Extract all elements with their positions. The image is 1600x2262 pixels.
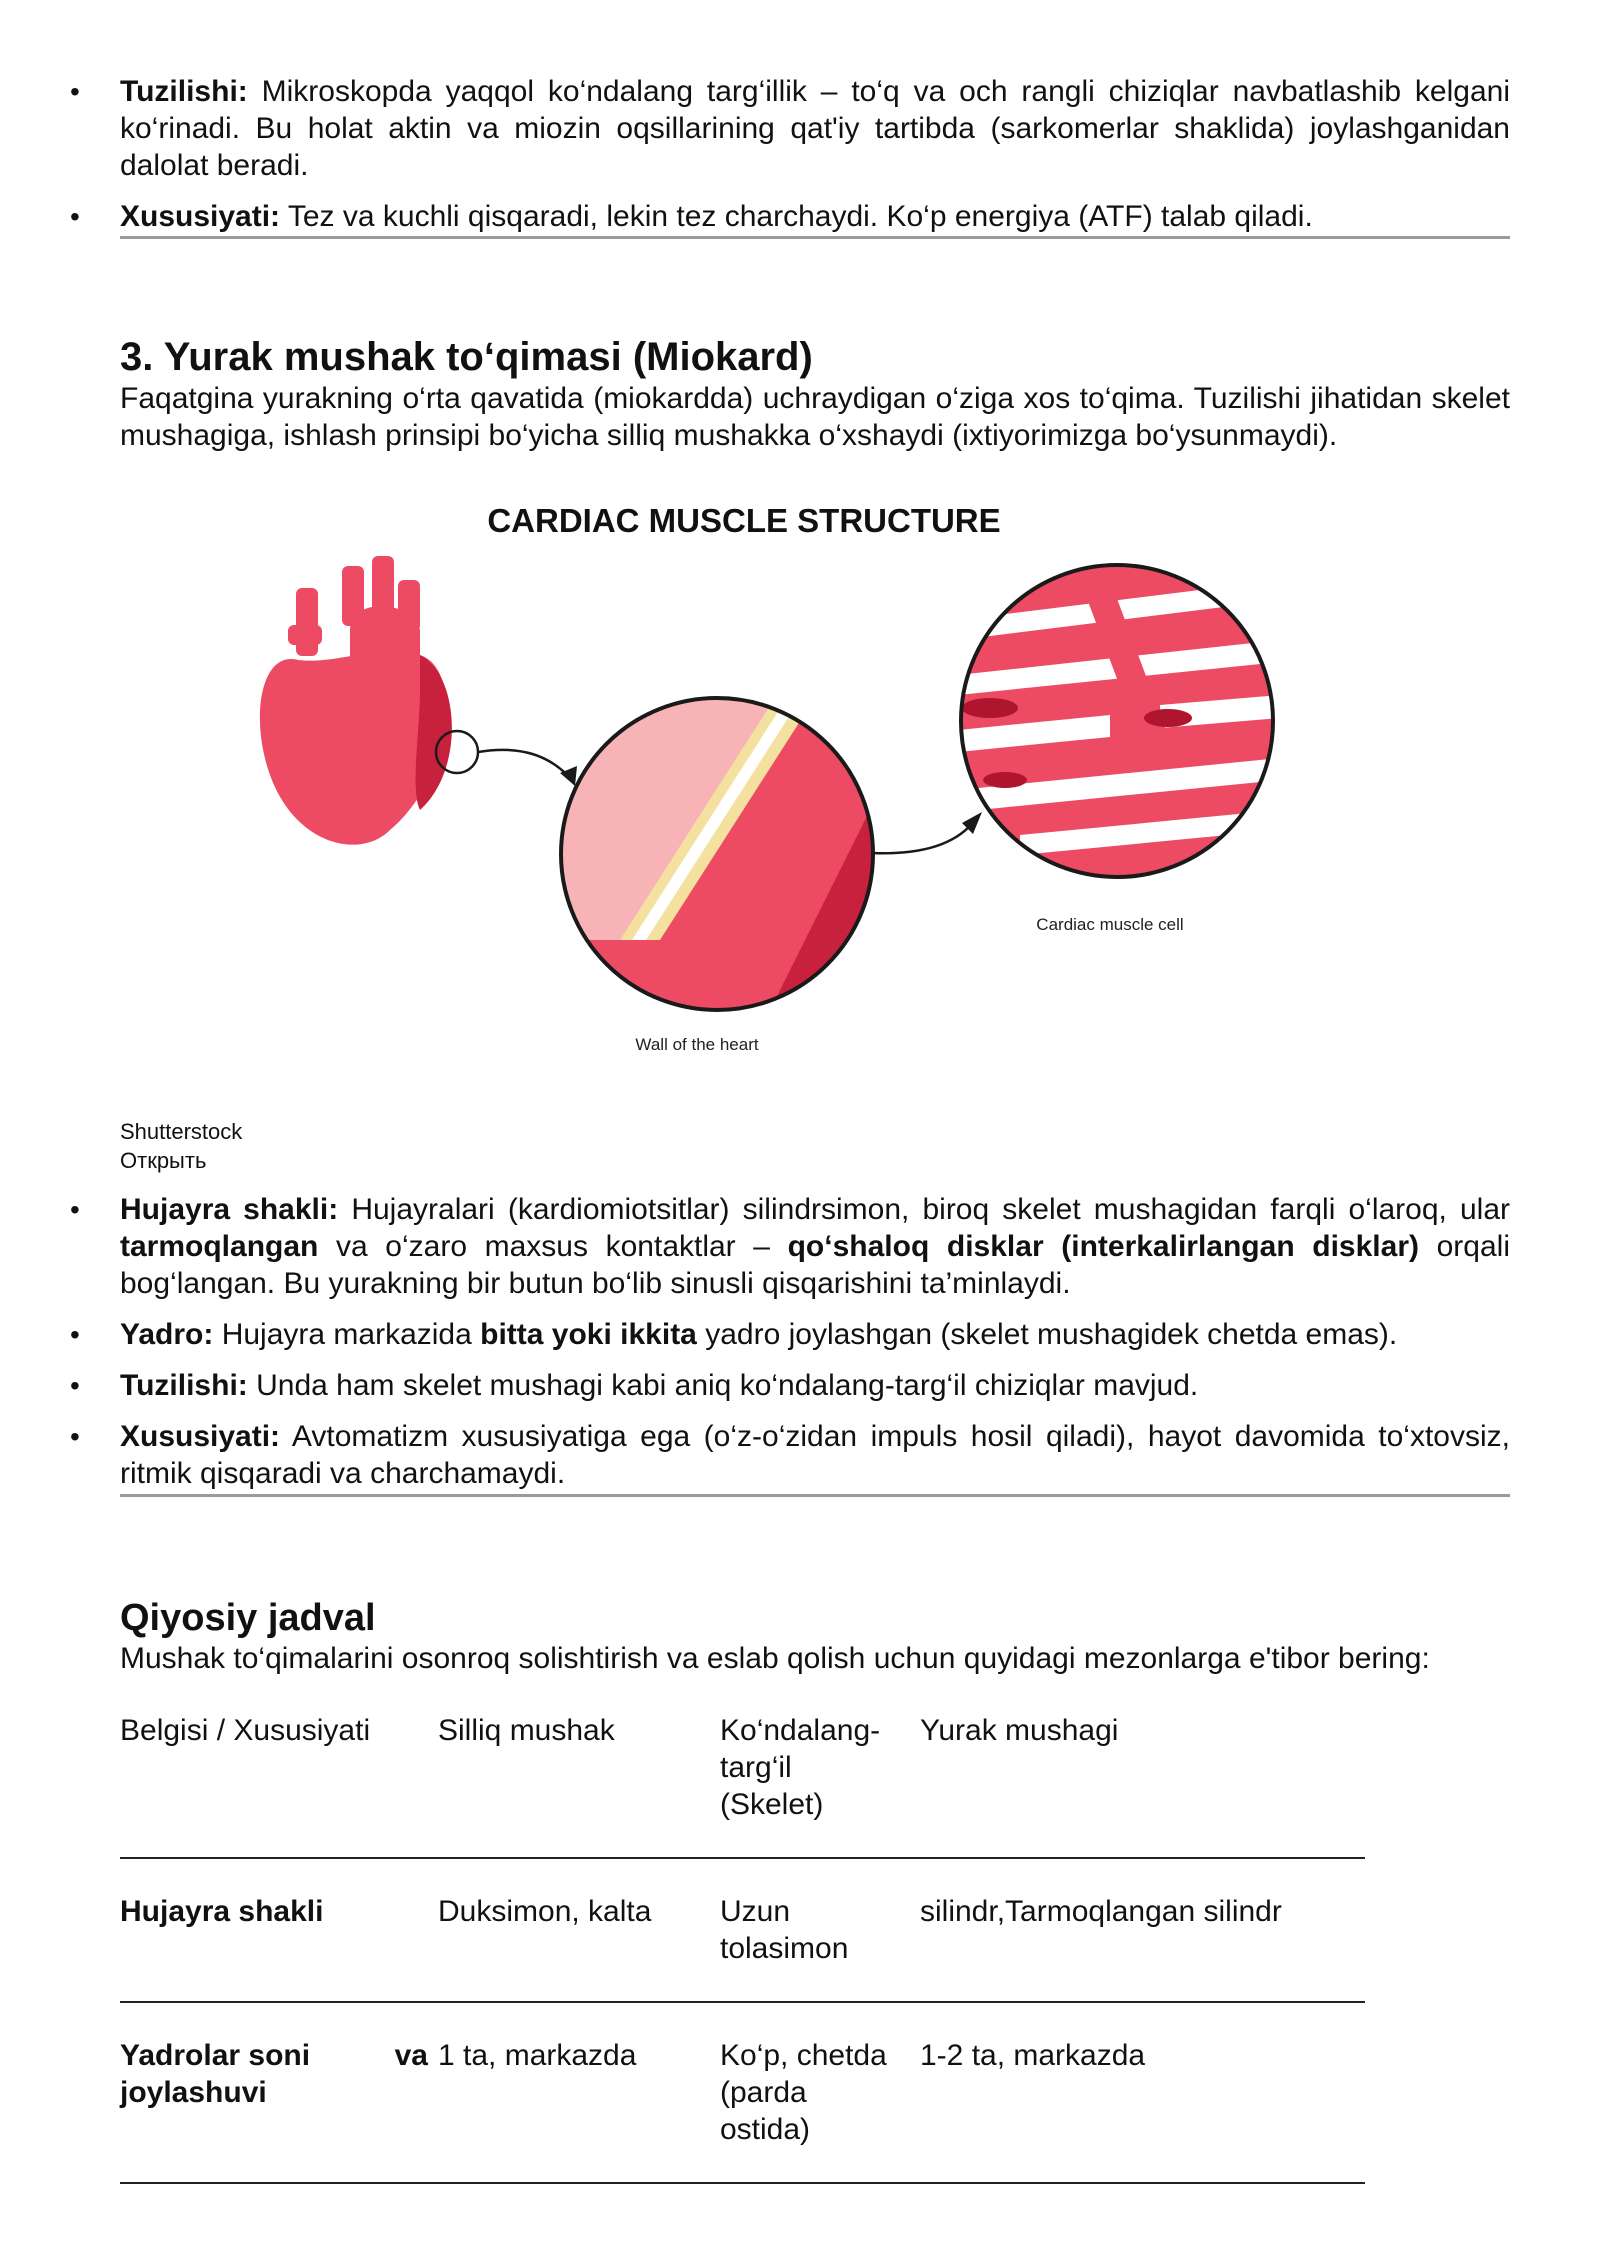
row-label-part: joylashuvi bbox=[120, 2076, 267, 2109]
table-cell: 1-2 ta, markazda bbox=[920, 2002, 1365, 2183]
list-item bbox=[70, 1418, 1510, 1492]
row-label: Hujayra shakli bbox=[120, 1858, 438, 2002]
list-item bbox=[70, 1191, 1511, 1302]
table-heading: Qiyosiy jadval bbox=[120, 1597, 376, 1639]
credit-source: Shutterstock bbox=[120, 1119, 243, 1144]
item-label: Tuzilishi: bbox=[120, 1369, 248, 1402]
table-cell: Uzun tolasimon bbox=[720, 1858, 920, 2002]
item-text: Tez va kuchli qisqaradi, lekin tez charchaydi. Ko‘p energiya (ATF) talab qiladi. bbox=[280, 200, 1313, 233]
cardiac-muscle-figure bbox=[120, 490, 1510, 1090]
row-label-part: Yadrolar soni bbox=[120, 2039, 311, 2072]
header-cell: Ko‘ndalang-targ‘il (Skelet) bbox=[720, 1712, 920, 1858]
section-heading: 3. Yurak mushak to‘qimasi (Miokard) bbox=[120, 335, 813, 379]
table-cell: silindr,Tarmoqlangan silindr bbox=[920, 1858, 1365, 2002]
header-cell: Belgisi / Xususiyati bbox=[120, 1712, 438, 1858]
heart-wall-detail bbox=[550, 690, 900, 1020]
section-divider bbox=[120, 1494, 1510, 1497]
item-text: va o‘zaro maxsus kontaktlar – bbox=[318, 1230, 788, 1263]
header-cell: Yurak mushagi bbox=[920, 1712, 1365, 1858]
arrow-to-wall bbox=[478, 750, 572, 780]
item-label: Xususiyati: bbox=[120, 1420, 281, 1453]
item-text: Unda ham skelet mushagi kabi aniq ko‘ndalang-targ‘il chiziqlar mavjud. bbox=[247, 1369, 1199, 1402]
item-text: Hujayralari (kardiomiotsitlar) silindrsimon, biroq skelet mushagidan farqli o‘laroq, ular bbox=[338, 1193, 1511, 1226]
table-intro: Mushak to‘qimalarini osonroq solishtirish va eslab qolish uchun quyidagi mezonlarga e'tibor bering: bbox=[120, 1642, 1430, 1675]
item-label: Hujayra shakli: bbox=[120, 1193, 339, 1226]
skeletal-features-list bbox=[70, 73, 1510, 249]
bullet-icon: • bbox=[70, 1421, 80, 1452]
comparison-table bbox=[120, 1712, 1365, 2184]
cardiac-illustration bbox=[120, 490, 1510, 1090]
item-text: Mikroskopda yaqqol ko‘ndalang targ‘illik – to‘q va och rangli chiziqlar navbatlashib kelgani ko‘rinadi. Bu holat aktin va miozin oqsillarining qat'iy tartibda (sarkomerlar shaklida) joylashganidan dalolat beradi. bbox=[120, 75, 1510, 182]
bullet-icon: • bbox=[70, 76, 80, 107]
item-text: yadro joylashgan (skelet mushagidek chetda emas). bbox=[696, 1318, 1398, 1351]
bullet-icon: • bbox=[70, 1319, 80, 1350]
image-credit bbox=[120, 1117, 242, 1175]
bullet-icon: • bbox=[70, 1194, 80, 1225]
item-label: Yadro: bbox=[120, 1318, 214, 1351]
heart-icon bbox=[260, 556, 478, 845]
arrow-to-cell bbox=[872, 820, 975, 853]
table-cell: 1 ta, markazda bbox=[438, 2002, 720, 2183]
row-label bbox=[120, 2002, 438, 2183]
row-label-part: va bbox=[394, 2039, 428, 2072]
item-emphasis: tarmoqlangan bbox=[120, 1230, 319, 1263]
item-label: Tuzilishi: bbox=[120, 75, 248, 108]
bullet-icon: • bbox=[70, 201, 80, 232]
item-emphasis: qo‘shaloq disklar (interkalirlangan disklar) bbox=[787, 1230, 1419, 1263]
item-text: Avtomatizm xususiyatiga ega (o‘z-o‘zidan impuls hosil qiladi), hayot davomida to‘xtovsiz, ritmik qisqaradi va charchamaydi. bbox=[120, 1420, 1510, 1490]
table-header-row bbox=[120, 1712, 1365, 1858]
item-label: Xususiyati: bbox=[120, 200, 281, 233]
table-row bbox=[120, 1858, 1365, 2002]
list-item bbox=[70, 1316, 1510, 1353]
bullet-icon: • bbox=[70, 1370, 80, 1401]
list-item bbox=[70, 73, 1510, 184]
label-wall-of-heart: Wall of the heart bbox=[635, 1035, 759, 1054]
list-item bbox=[70, 1367, 1510, 1404]
open-link[interactable]: Открыть bbox=[120, 1148, 207, 1173]
list-item bbox=[70, 198, 1510, 235]
table-cell: Duksimon, kalta bbox=[438, 1858, 720, 2002]
item-text: Hujayra markazida bbox=[213, 1318, 481, 1351]
table-cell: Ko‘p, chetda (parda ostida) bbox=[720, 2002, 920, 2183]
header-cell: Silliq mushak bbox=[438, 1712, 720, 1858]
table-row bbox=[120, 2002, 1365, 2183]
section-intro: Faqatgina yurakning o‘rta qavatida (miokardda) uchraydigan o‘ziga xos to‘qima. Tuzilishi jihatidan skelet mushagiga, ishlash prinsipi bo‘yicha silliq mushakka o‘xshaydi (ixtiyorimizga bo‘ysunmaydi). bbox=[120, 382, 1510, 452]
item-emphasis: bitta yoki ikkita bbox=[480, 1318, 697, 1351]
cardiac-features-list bbox=[70, 1191, 1511, 1506]
label-cardiac-muscle-cell: Cardiac muscle cell bbox=[1036, 915, 1184, 934]
figure-title: CARDIAC MUSCLE STRUCTURE bbox=[487, 502, 1001, 539]
item-text: orqali bog‘langan. Bu yurakning bir butun bo‘lib sinusli qisqarishini ta’minlaydi. bbox=[120, 1230, 1510, 1300]
section-divider bbox=[120, 236, 1510, 239]
